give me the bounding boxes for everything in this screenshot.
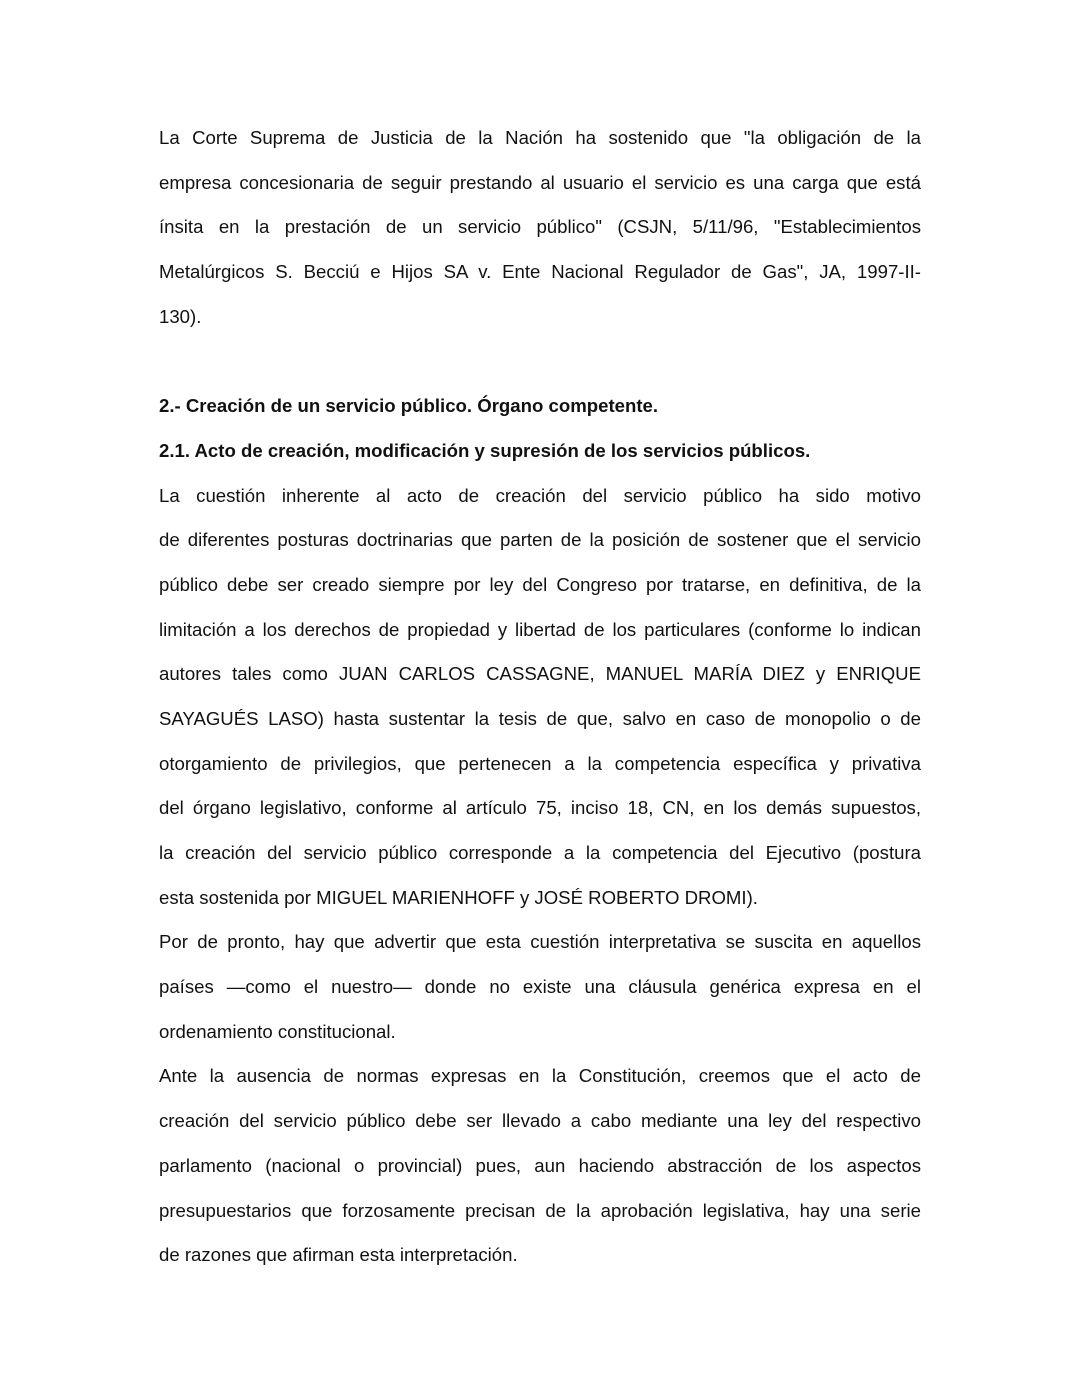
text-line: 130). <box>159 305 202 327</box>
text-line: del órgano legislativo, conforme al artículo 75, inciso 18, CN, en los demás supuestos, <box>159 797 921 819</box>
text-line: de razones que afirman esta interpretación. <box>159 1244 518 1266</box>
section-heading <box>159 429 921 474</box>
text-line: empresa concesionaria de seguir prestando al usuario el servicio es una carga que está <box>159 171 921 193</box>
text-line: ínsita en la prestación de un servicio público" (CSJN, 5/11/96, "Establecimientos <box>159 216 921 238</box>
text-line: de diferentes posturas doctrinarias que parten de la posición de sostener que el servicio <box>159 529 921 551</box>
section-heading <box>159 384 921 429</box>
text-line: esta sostenida por MIGUEL MARIENHOFF y JOSÉ ROBERTO DROMI). <box>159 886 758 908</box>
body-paragraph <box>159 116 921 339</box>
document-page <box>159 116 921 1278</box>
text-line: La cuestión inherente al acto de creación del servicio público ha sido motivo <box>159 484 921 506</box>
text-line: autores tales como JUAN CARLOS CASSAGNE, MANUEL MARÍA DIEZ y ENRIQUE <box>159 663 921 685</box>
text-line: 2.- Creación de un servicio público. Órgano competente. <box>159 395 659 417</box>
body-paragraph <box>159 474 921 921</box>
body-paragraph <box>159 920 921 1054</box>
text-line: limitación a los derechos de propiedad y libertad de los particulares (conforme lo indican <box>159 618 921 640</box>
body-paragraph <box>159 1054 921 1277</box>
text-line: 2.1. Acto de creación, modificación y supresión de los servicios públicos. <box>159 439 811 461</box>
text-line: ordenamiento constitucional. <box>159 1020 396 1042</box>
text-line: creación del servicio público debe ser llevado a cabo mediante una ley del respectivo <box>159 1110 921 1132</box>
text-line: presupuestarios que forzosamente precisan de la aprobación legislativa, hay una serie <box>159 1199 921 1221</box>
text-line: Por de pronto, hay que advertir que esta cuestión interpretativa se suscita en aquellos <box>159 931 921 953</box>
blank-line <box>159 339 921 384</box>
text-line: países —como el nuestro— donde no existe una cláusula genérica expresa en el <box>159 976 921 998</box>
text-line: SAYAGUÉS LASO) hasta sustentar la tesis de que, salvo en caso de monopolio o de <box>159 707 921 729</box>
text-line: Metalúrgicos S. Becciú e Hijos SA v. Ente Nacional Regulador de Gas", JA, 1997-II- <box>159 261 921 283</box>
text-line: La Corte Suprema de Justicia de la Nación ha sostenido que "la obligación de la <box>159 127 921 148</box>
text-line: parlamento (nacional o provincial) pues, aun haciendo abstracción de los aspectos <box>159 1154 921 1176</box>
text-line: Ante la ausencia de normas expresas en la Constitución, creemos que el acto de <box>159 1065 921 1087</box>
text-line: otorgamiento de privilegios, que pertenecen a la competencia específica y privativa <box>159 752 921 774</box>
text-line: público debe ser creado siempre por ley del Congreso por tratarse, en definitiva, de la <box>159 573 921 595</box>
text-line: la creación del servicio público corresponde a la competencia del Ejecutivo (postura <box>159 842 921 863</box>
